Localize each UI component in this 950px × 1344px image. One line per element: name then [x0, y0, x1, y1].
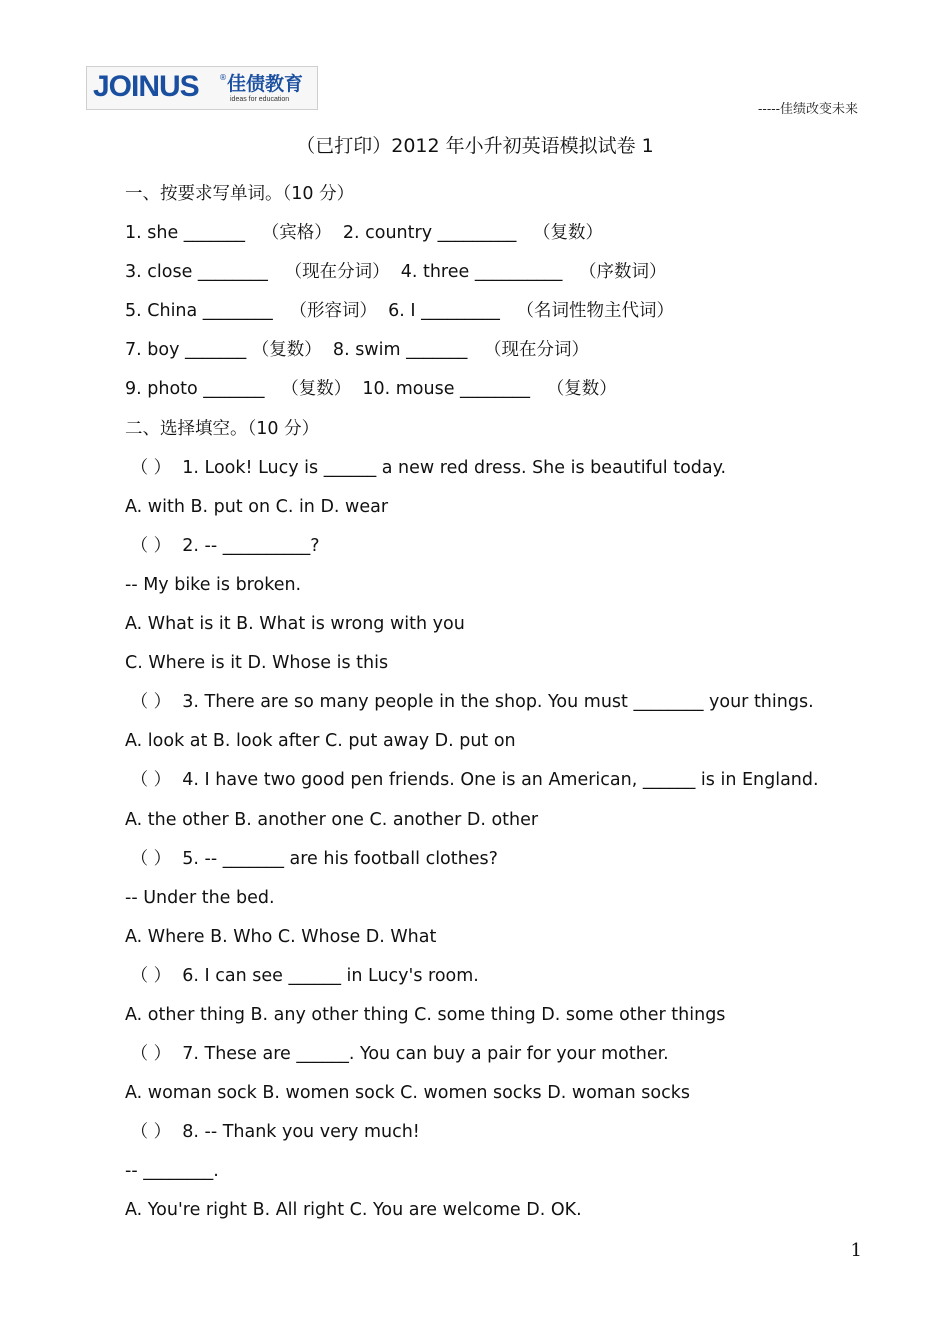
logo-registered-mark: ®: [219, 73, 227, 82]
question-line: （ ） 1. Look! Lucy is ______ a new red dress. She is beautiful today.: [125, 457, 727, 478]
dialogue-line: -- ________.: [125, 1161, 219, 1182]
page-number: 1: [850, 1240, 862, 1261]
options-line: A. Where B. Who C. Whose D. What: [125, 926, 437, 947]
dialogue-line: -- My bike is broken.: [125, 574, 302, 595]
section-heading: 二、选择填空。（10 分）: [125, 418, 320, 439]
question-line: （ ） 6. I can see ______ in Lucy's room.: [125, 965, 479, 986]
logo-tagline: ideas for education: [230, 96, 290, 103]
section-heading: 一、按要求写单词。（10 分）: [125, 184, 355, 204]
exercise-line: 5. China ________ （形容词） 6. I _________ （名词性物主代词）: [125, 301, 675, 322]
logo-chinese-name: 佳债教育: [227, 73, 304, 95]
logo-text: JOINUS: [93, 70, 199, 103]
exam-body: [125, 182, 865, 1238]
options-line: A. You're right B. All right C. You are welcome D. OK.: [125, 1200, 582, 1221]
question-line: （ ） 7. These are ______. You can buy a pair for your mother.: [125, 1044, 669, 1065]
options-line: A. woman sock B. women sock C. women socks D. woman socks: [125, 1083, 690, 1104]
question-line: （ ） 5. -- _______ are his football clothes?: [125, 848, 498, 869]
exercise-line: 9. photo _______ （复数） 10. mouse ________ （复数）: [125, 379, 617, 400]
header-slogan: -----佳绩改变未来: [758, 102, 858, 117]
company-logo: [86, 66, 318, 110]
exercise-line: 1. she _______ （宾格） 2. country _________ （复数）: [125, 223, 604, 244]
options-line: A. the other B. another one C. another D. other: [125, 809, 539, 830]
options-line: A. other thing B. any other thing C. some thing D. some other things: [125, 1004, 726, 1025]
dialogue-line: -- Under the bed.: [125, 887, 275, 908]
question-line: （ ） 8. -- Thank you very much!: [125, 1122, 420, 1143]
options-line: A. What is it B. What is wrong with you: [125, 614, 465, 635]
question-line: （ ） 4. I have two good pen friends. One is an American, ______ is in England.: [125, 770, 819, 791]
document-title: （已打印）2012 年小升初英语模拟试卷 1: [296, 135, 654, 157]
options-line: A. look at B. look after C. put away D. put on: [125, 731, 516, 752]
exercise-line: 3. close ________ （现在分词） 4. three __________ （序数词）: [125, 262, 667, 283]
question-line: （ ） 3. There are so many people in the shop. You must ________ your things.: [125, 692, 814, 713]
exercise-line: 7. boy _______ （复数） 8. swim _______ （现在分词）: [125, 340, 590, 361]
question-line: （ ） 2. -- __________?: [125, 535, 320, 556]
options-line: C. Where is it D. Whose is this: [125, 653, 389, 674]
options-line: A. with B. put on C. in D. wear: [125, 496, 389, 517]
